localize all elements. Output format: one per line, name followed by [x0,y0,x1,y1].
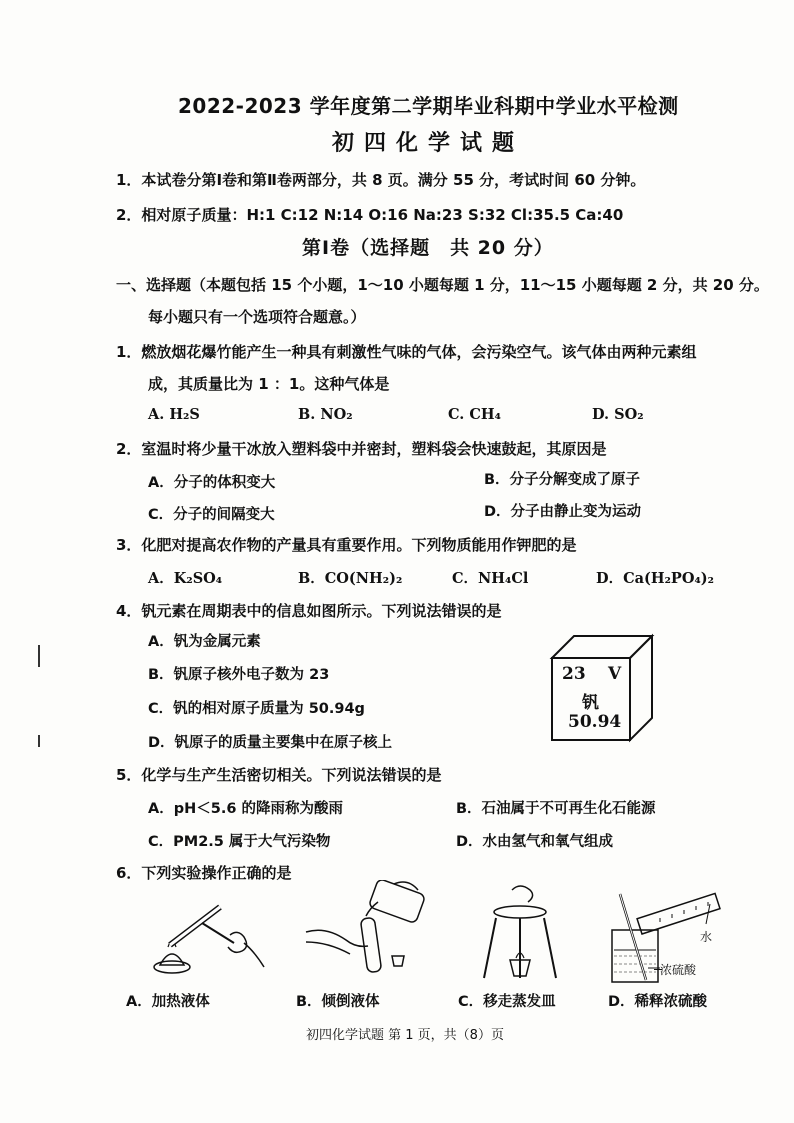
page-footer: 初四化学试题 第 1 页，共（8）页 [306,1028,504,1043]
element-number: 23 [562,664,586,684]
q4-option-b: B．钒原子核外电子数为 23 [148,667,330,683]
q2-option-b: B．分子分解变成了原子 [484,472,641,488]
q2-option-a: A．分子的体积变大 [148,475,276,491]
q6-stem: 6．下列实验操作正确的是 [116,864,292,882]
figure-pouring-liquid [298,880,438,980]
note-1: 1．本试卷分第Ⅰ卷和第Ⅱ卷两部分，共 8 页。满分 55 分，考试时间 60 分钟。 [116,171,646,189]
q1-stem-line-2: 成，其质量比为 1 ：1。这种气体是 [148,375,390,393]
element-symbol: V [608,664,622,684]
q3-option-b: B．CO(NH₂)₂ [298,570,403,587]
q3-option-d: D．Ca(H₂PO₄)₂ [596,570,715,587]
q1-stem-line-1: 1．燃放烟花爆竹能产生一种具有刺激性气味的气体，会污染空气。该气体由两种元素组 [116,343,697,361]
q6-option-c: C．移走蒸发皿 [458,994,556,1010]
element-name: 钒 [582,693,599,713]
part-intro-line-1: 一、选择题（本题包括 15 个小题，1～10 小题每题 1 分，11～15 小题每题 2 分，共 20 分。 [116,276,769,294]
q5-option-d: D．水由氢气和氧气组成 [456,834,614,850]
label-water: 水 [700,930,713,944]
exam-subtitle: 初四化学试题 [332,131,525,156]
q3-option-a: A．K₂SO₄ [148,570,223,587]
label-concentrated-acid: 浓硫酸 [660,963,697,977]
q1-option-c: C. CH₄ [448,406,501,423]
q2-option-d: D．分子由静止变为运动 [484,504,642,520]
q3-option-c: C．NH₄Cl [452,570,529,587]
q5-option-c: C．PM2.5 属于大气污染物 [148,834,331,850]
q4-option-d: D．钒原子的质量主要集中在原子核上 [148,735,393,751]
q3-stem: 3．化肥对提高农作物的产量具有重要作用。下列物质能用作钾肥的是 [116,536,577,554]
q4-stem: 4．钒元素在周期表中的信息如图所示。下列说法错误的是 [116,602,502,620]
margin-mark [38,645,40,667]
q1-option-b: B. NO₂ [298,406,353,423]
figure-heating-liquid [140,885,270,980]
section-title: 第Ⅰ卷（选择题 共 20 分） [302,237,554,259]
acid-leader-line [654,969,662,970]
q1-option-d: D. SO₂ [592,406,644,423]
element-mass: 50.94 [568,712,622,732]
q5-option-a: A．pH＜5.6 的降雨称为酸雨 [148,801,343,817]
q5-stem: 5．化学与生产生活密切相关。下列说法错误的是 [116,766,442,784]
q4-option-c: C．钒的相对原子质量为 50.94g [148,701,365,717]
part-intro-line-2: 每小题只有一个选项符合题意。） [148,308,366,326]
q4-option-a: A．钒为金属元素 [148,634,261,650]
element-card [548,632,656,744]
q6-option-d: D．稀释浓硫酸 [608,994,708,1010]
q6-option-a: A．加热液体 [126,994,210,1010]
margin-mark [38,735,40,747]
q2-option-c: C．分子的间隔变大 [148,507,275,523]
q1-option-a: A. H₂S [148,406,200,423]
figure-evaporating-dish [474,880,574,980]
exam-title: 2022-2023 学年度第二学期毕业科期中学业水平检测 [178,94,679,118]
q6-option-b: B．倾倒液体 [296,994,380,1010]
q5-option-b: B．石油属于不可再生化石能源 [456,801,656,817]
note-2: 2．相对原子质量：H:1 C:12 N:14 O:16 Na:23 S:32 Cl:35.5 Ca:40 [116,206,624,224]
q2-stem: 2．室温时将少量干冰放入塑料袋中并密封，塑料袋会快速鼓起，其原因是 [116,440,607,458]
